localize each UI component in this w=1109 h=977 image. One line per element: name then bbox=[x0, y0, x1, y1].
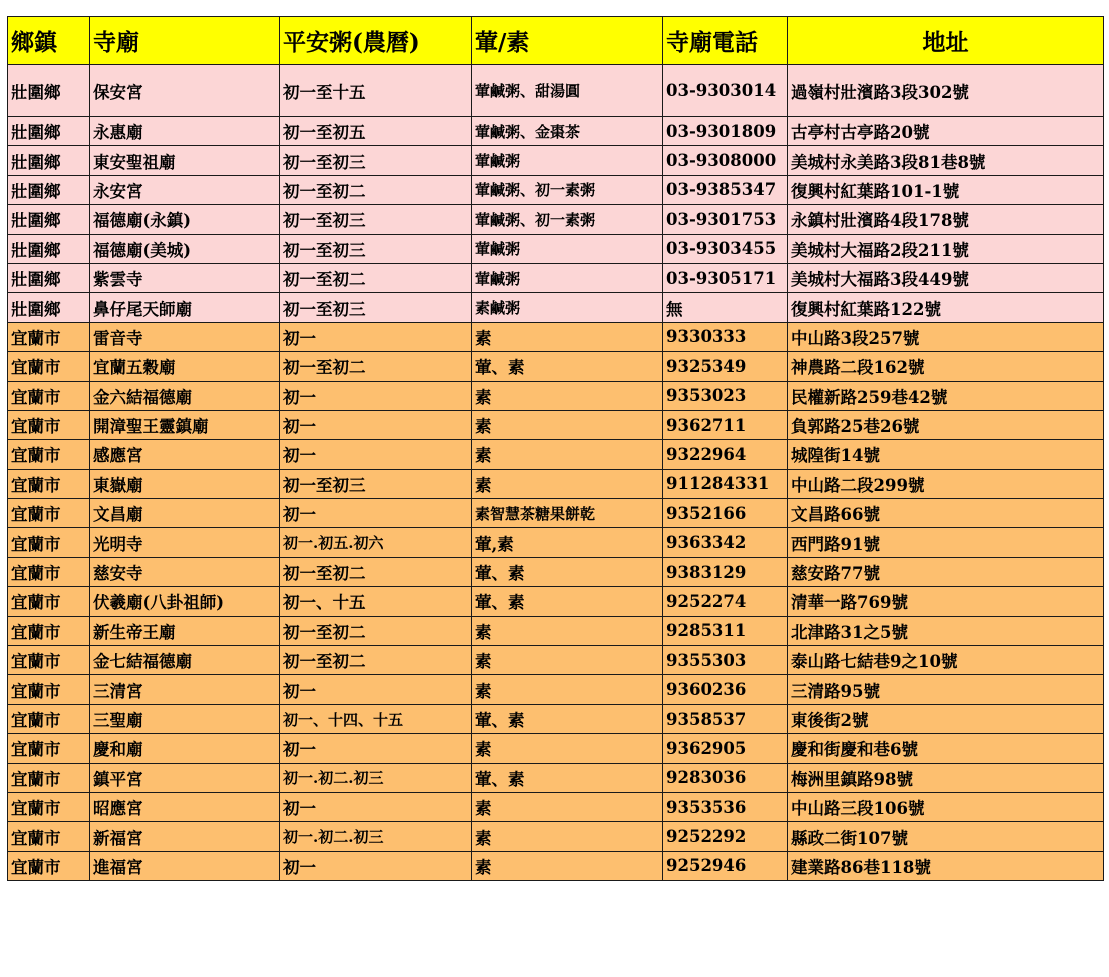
cell-temple: 宜蘭五穀廟 bbox=[90, 352, 280, 381]
cell-temple: 福德廟(永鎮) bbox=[90, 205, 280, 234]
cell-address: 東後街2號 bbox=[788, 704, 1104, 733]
cell-meat-veg: 素 bbox=[472, 646, 663, 675]
cell-phone: 9352166 bbox=[663, 499, 788, 528]
cell-temple: 東嶽廟 bbox=[90, 469, 280, 498]
cell-town: 宜蘭市 bbox=[8, 528, 90, 557]
cell-temple: 三聖廟 bbox=[90, 704, 280, 733]
cell-porridge-dates: 初一至初二 bbox=[280, 175, 472, 204]
cell-phone: 03-9301753 bbox=[663, 205, 788, 234]
cell-porridge-dates: 初一至初二 bbox=[280, 646, 472, 675]
table-row bbox=[8, 734, 1104, 763]
cell-phone: 03-9303014 bbox=[663, 65, 788, 117]
cell-phone: 9383129 bbox=[663, 557, 788, 586]
header-address: 地址 bbox=[788, 17, 1104, 65]
cell-meat-veg: 葷鹹粥、初一素粥 bbox=[472, 175, 663, 204]
cell-porridge-dates: 初一至初五 bbox=[280, 117, 472, 146]
cell-address: 美城村永美路3段81巷8號 bbox=[788, 146, 1104, 175]
table-row bbox=[8, 293, 1104, 322]
cell-temple: 新福宮 bbox=[90, 822, 280, 851]
cell-town: 宜蘭市 bbox=[8, 822, 90, 851]
cell-temple: 鎮平宮 bbox=[90, 763, 280, 792]
temple-porridge-table bbox=[7, 16, 1104, 881]
cell-town: 壯圍鄉 bbox=[8, 293, 90, 322]
cell-address: 梅洲里鎮路98號 bbox=[788, 763, 1104, 792]
cell-temple: 金六結福德廟 bbox=[90, 381, 280, 410]
cell-temple: 慶和廟 bbox=[90, 734, 280, 763]
cell-porridge-dates: 初一 bbox=[280, 410, 472, 439]
cell-porridge-dates: 初一至初二 bbox=[280, 263, 472, 292]
cell-town: 宜蘭市 bbox=[8, 792, 90, 821]
cell-meat-veg: 素 bbox=[472, 322, 663, 351]
table-row bbox=[8, 352, 1104, 381]
cell-temple: 紫雲寺 bbox=[90, 263, 280, 292]
cell-address: 中山路3段257號 bbox=[788, 322, 1104, 351]
cell-phone: 9325349 bbox=[663, 352, 788, 381]
cell-phone: 03-9385347 bbox=[663, 175, 788, 204]
table-row bbox=[8, 499, 1104, 528]
cell-address: 過嶺村壯濱路3段302號 bbox=[788, 65, 1104, 117]
cell-phone: 9252946 bbox=[663, 851, 788, 880]
cell-phone: 9285311 bbox=[663, 616, 788, 645]
cell-phone: 9360236 bbox=[663, 675, 788, 704]
cell-phone: 無 bbox=[663, 293, 788, 322]
cell-town: 壯圍鄉 bbox=[8, 175, 90, 204]
cell-phone: 03-9301809 bbox=[663, 117, 788, 146]
cell-phone: 9353536 bbox=[663, 792, 788, 821]
cell-temple: 慈安寺 bbox=[90, 557, 280, 586]
cell-temple: 保安宮 bbox=[90, 65, 280, 117]
cell-address: 古亭村古亭路20號 bbox=[788, 117, 1104, 146]
cell-porridge-dates: 初一至初二 bbox=[280, 352, 472, 381]
cell-meat-veg: 素鹹粥 bbox=[472, 293, 663, 322]
cell-temple: 光明寺 bbox=[90, 528, 280, 557]
cell-phone: 9252274 bbox=[663, 587, 788, 616]
header-porridge-dates: 平安粥(農曆) bbox=[280, 17, 472, 65]
cell-porridge-dates: 初一、十五 bbox=[280, 587, 472, 616]
cell-temple: 感應宮 bbox=[90, 440, 280, 469]
cell-meat-veg: 葷、素 bbox=[472, 587, 663, 616]
cell-meat-veg: 葷鹹粥 bbox=[472, 234, 663, 263]
cell-town: 宜蘭市 bbox=[8, 675, 90, 704]
cell-temple: 開漳聖王靈鎮廟 bbox=[90, 410, 280, 439]
cell-porridge-dates: 初一至初三 bbox=[280, 205, 472, 234]
cell-address: 北津路31之5號 bbox=[788, 616, 1104, 645]
cell-phone: 9362905 bbox=[663, 734, 788, 763]
cell-phone: 9363342 bbox=[663, 528, 788, 557]
table-row bbox=[8, 822, 1104, 851]
cell-meat-veg: 葷,素 bbox=[472, 528, 663, 557]
cell-porridge-dates: 初一至初二 bbox=[280, 557, 472, 586]
header-meat-veg: 葷/素 bbox=[472, 17, 663, 65]
cell-porridge-dates: 初一 bbox=[280, 734, 472, 763]
cell-meat-veg: 葷、素 bbox=[472, 704, 663, 733]
cell-meat-veg: 素 bbox=[472, 675, 663, 704]
cell-phone: 03-9308000 bbox=[663, 146, 788, 175]
cell-phone: 03-9303455 bbox=[663, 234, 788, 263]
cell-temple: 鼻仔尾天師廟 bbox=[90, 293, 280, 322]
cell-porridge-dates: 初一至初三 bbox=[280, 469, 472, 498]
cell-temple: 伏羲廟(八卦祖師) bbox=[90, 587, 280, 616]
cell-town: 宜蘭市 bbox=[8, 557, 90, 586]
cell-phone: 9355303 bbox=[663, 646, 788, 675]
table-row bbox=[8, 440, 1104, 469]
cell-temple: 進福宮 bbox=[90, 851, 280, 880]
cell-meat-veg: 素 bbox=[472, 792, 663, 821]
header-phone: 寺廟電話 bbox=[663, 17, 788, 65]
table-row bbox=[8, 322, 1104, 351]
table-row bbox=[8, 469, 1104, 498]
cell-phone: 9358537 bbox=[663, 704, 788, 733]
cell-meat-veg: 葷、素 bbox=[472, 763, 663, 792]
cell-phone: 9252292 bbox=[663, 822, 788, 851]
table-row bbox=[8, 528, 1104, 557]
cell-porridge-dates: 初一至初三 bbox=[280, 234, 472, 263]
header-town: 鄉鎮 bbox=[8, 17, 90, 65]
cell-meat-veg: 素 bbox=[472, 616, 663, 645]
cell-address: 復興村紅葉路122號 bbox=[788, 293, 1104, 322]
cell-temple: 雷音寺 bbox=[90, 322, 280, 351]
cell-address: 永鎮村壯濱路4段178號 bbox=[788, 205, 1104, 234]
table-row bbox=[8, 381, 1104, 410]
cell-address: 美城村大福路3段449號 bbox=[788, 263, 1104, 292]
table-row bbox=[8, 205, 1104, 234]
cell-town: 宜蘭市 bbox=[8, 469, 90, 498]
cell-town: 宜蘭市 bbox=[8, 851, 90, 880]
cell-temple: 東安聖祖廟 bbox=[90, 146, 280, 175]
table-row bbox=[8, 587, 1104, 616]
cell-address: 美城村大福路2段211號 bbox=[788, 234, 1104, 263]
table-row bbox=[8, 675, 1104, 704]
cell-address: 泰山路七結巷9之10號 bbox=[788, 646, 1104, 675]
cell-town: 壯圍鄉 bbox=[8, 65, 90, 117]
cell-address: 縣政二街107號 bbox=[788, 822, 1104, 851]
cell-temple: 新生帝王廟 bbox=[90, 616, 280, 645]
cell-address: 城隍街14號 bbox=[788, 440, 1104, 469]
table-row bbox=[8, 65, 1104, 117]
cell-address: 三清路95號 bbox=[788, 675, 1104, 704]
cell-temple: 文昌廟 bbox=[90, 499, 280, 528]
cell-meat-veg: 素 bbox=[472, 381, 663, 410]
cell-meat-veg: 葷鹹粥、初一素粥 bbox=[472, 205, 663, 234]
cell-temple: 永安宮 bbox=[90, 175, 280, 204]
cell-phone: 9322964 bbox=[663, 440, 788, 469]
cell-phone: 911284331 bbox=[663, 469, 788, 498]
cell-town: 壯圍鄉 bbox=[8, 146, 90, 175]
cell-meat-veg: 素 bbox=[472, 440, 663, 469]
table-row bbox=[8, 851, 1104, 880]
cell-town: 宜蘭市 bbox=[8, 410, 90, 439]
cell-address: 中山路三段106號 bbox=[788, 792, 1104, 821]
cell-temple: 昭應宮 bbox=[90, 792, 280, 821]
cell-porridge-dates: 初一至初三 bbox=[280, 293, 472, 322]
cell-town: 宜蘭市 bbox=[8, 763, 90, 792]
cell-meat-veg: 葷鹹粥、甜湯圓 bbox=[472, 65, 663, 117]
table-header bbox=[8, 17, 1104, 65]
cell-porridge-dates: 初一.初二.初三 bbox=[280, 763, 472, 792]
cell-address: 神農路二段162號 bbox=[788, 352, 1104, 381]
table-row bbox=[8, 792, 1104, 821]
cell-address: 負郭路25巷26號 bbox=[788, 410, 1104, 439]
table-row bbox=[8, 175, 1104, 204]
cell-porridge-dates: 初一.初五.初六 bbox=[280, 528, 472, 557]
cell-town: 壯圍鄉 bbox=[8, 263, 90, 292]
table-row bbox=[8, 557, 1104, 586]
cell-town: 宜蘭市 bbox=[8, 322, 90, 351]
cell-porridge-dates: 初一、十四、十五 bbox=[280, 704, 472, 733]
header-row bbox=[8, 17, 1104, 65]
cell-town: 壯圍鄉 bbox=[8, 117, 90, 146]
cell-phone: 9330333 bbox=[663, 322, 788, 351]
cell-address: 慈安路77號 bbox=[788, 557, 1104, 586]
table-row bbox=[8, 146, 1104, 175]
cell-meat-veg: 葷、素 bbox=[472, 557, 663, 586]
cell-meat-veg: 素智慧茶糖果餅乾 bbox=[472, 499, 663, 528]
cell-porridge-dates: 初一 bbox=[280, 499, 472, 528]
cell-meat-veg: 素 bbox=[472, 822, 663, 851]
table-row bbox=[8, 646, 1104, 675]
cell-town: 宜蘭市 bbox=[8, 616, 90, 645]
cell-address: 文昌路66號 bbox=[788, 499, 1104, 528]
cell-meat-veg: 素 bbox=[472, 469, 663, 498]
cell-temple: 永惠廟 bbox=[90, 117, 280, 146]
cell-meat-veg: 素 bbox=[472, 734, 663, 763]
table-row bbox=[8, 704, 1104, 733]
header-temple: 寺廟 bbox=[90, 17, 280, 65]
cell-address: 民權新路259巷42號 bbox=[788, 381, 1104, 410]
cell-town: 宜蘭市 bbox=[8, 440, 90, 469]
cell-temple: 三清宮 bbox=[90, 675, 280, 704]
cell-town: 宜蘭市 bbox=[8, 646, 90, 675]
cell-meat-veg: 葷鹹粥 bbox=[472, 263, 663, 292]
table-row bbox=[8, 117, 1104, 146]
table-row bbox=[8, 410, 1104, 439]
cell-town: 壯圍鄉 bbox=[8, 205, 90, 234]
cell-phone: 9362711 bbox=[663, 410, 788, 439]
cell-town: 宜蘭市 bbox=[8, 381, 90, 410]
table-row bbox=[8, 263, 1104, 292]
cell-porridge-dates: 初一至十五 bbox=[280, 65, 472, 117]
cell-address: 西門路91號 bbox=[788, 528, 1104, 557]
cell-meat-veg: 葷鹹粥、金棗茶 bbox=[472, 117, 663, 146]
cell-address: 清華一路769號 bbox=[788, 587, 1104, 616]
cell-phone: 03-9305171 bbox=[663, 263, 788, 292]
cell-address: 慶和街慶和巷6號 bbox=[788, 734, 1104, 763]
cell-phone: 9353023 bbox=[663, 381, 788, 410]
cell-porridge-dates: 初一 bbox=[280, 381, 472, 410]
table-row bbox=[8, 616, 1104, 645]
cell-town: 宜蘭市 bbox=[8, 352, 90, 381]
table-body bbox=[8, 65, 1104, 881]
cell-town: 宜蘭市 bbox=[8, 587, 90, 616]
cell-temple: 金七結福德廟 bbox=[90, 646, 280, 675]
cell-town: 宜蘭市 bbox=[8, 734, 90, 763]
cell-meat-veg: 葷、素 bbox=[472, 352, 663, 381]
cell-porridge-dates: 初一 bbox=[280, 675, 472, 704]
cell-meat-veg: 素 bbox=[472, 410, 663, 439]
cell-meat-veg: 素 bbox=[472, 851, 663, 880]
cell-temple: 福德廟(美城) bbox=[90, 234, 280, 263]
cell-address: 復興村紅葉路101-1號 bbox=[788, 175, 1104, 204]
cell-porridge-dates: 初一 bbox=[280, 792, 472, 821]
cell-phone: 9283036 bbox=[663, 763, 788, 792]
table-row bbox=[8, 234, 1104, 263]
cell-meat-veg: 葷鹹粥 bbox=[472, 146, 663, 175]
cell-porridge-dates: 初一至初二 bbox=[280, 616, 472, 645]
cell-porridge-dates: 初一 bbox=[280, 322, 472, 351]
table-row bbox=[8, 763, 1104, 792]
cell-address: 中山路二段299號 bbox=[788, 469, 1104, 498]
cell-porridge-dates: 初一 bbox=[280, 440, 472, 469]
cell-porridge-dates: 初一 bbox=[280, 851, 472, 880]
cell-porridge-dates: 初一至初三 bbox=[280, 146, 472, 175]
cell-porridge-dates: 初一.初二.初三 bbox=[280, 822, 472, 851]
cell-town: 宜蘭市 bbox=[8, 499, 90, 528]
cell-town: 壯圍鄉 bbox=[8, 234, 90, 263]
cell-address: 建業路86巷118號 bbox=[788, 851, 1104, 880]
cell-town: 宜蘭市 bbox=[8, 704, 90, 733]
